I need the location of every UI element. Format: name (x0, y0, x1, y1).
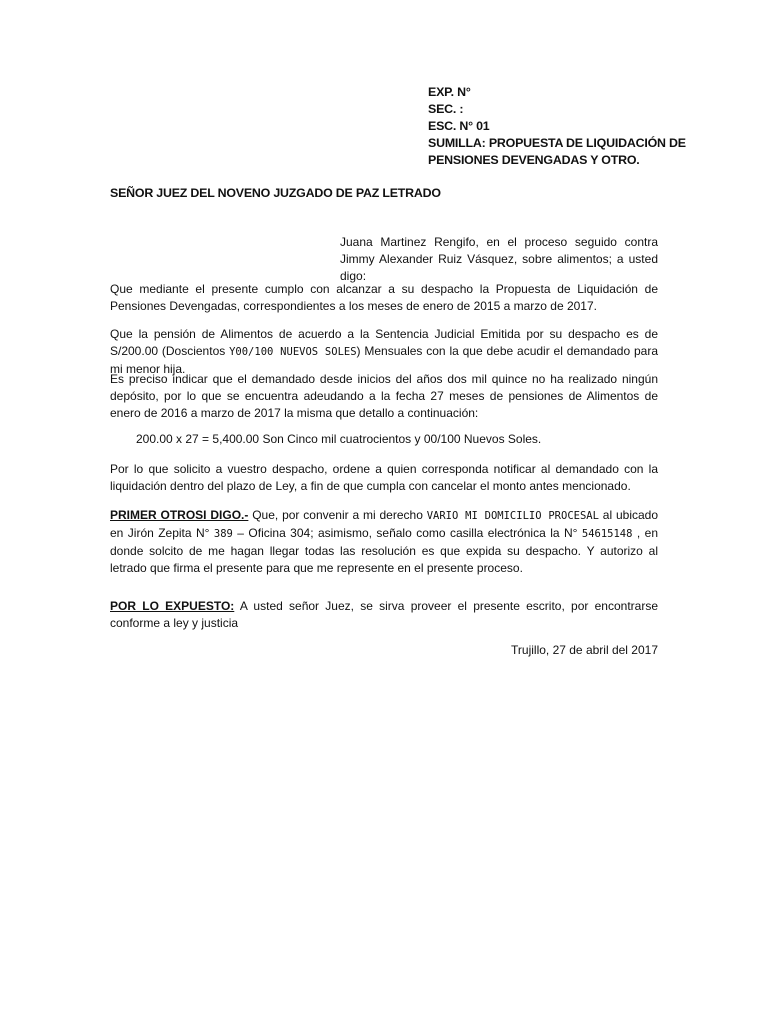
paragraph-3: Es preciso indicar que el demandado desde inicios del años dos mil quince no ha realizado ningún depósito, por lo que se encuentra adeudando a la fecha 27 meses de pensiones de Alimentos de enero de 2016 a marzo de 2017 la misma que detallo a continuación: (110, 372, 658, 420)
sumilla-line-1: SUMILLA: PROPUESTA DE LIQUIDACIÓN DE (428, 136, 686, 150)
primer-otrosi-paragraph (110, 507, 658, 577)
sec-line: SEC. : (428, 102, 464, 116)
street-number: 389 (213, 528, 233, 540)
primer-otrosi-text-a: Que, por convenir a mi derecho (248, 508, 427, 522)
por-lo-expuesto-paragraph (110, 598, 658, 632)
calculation-line: 200.00 x 27 = 5,400.00 Son Cinco mil cuatrocientos y 00/100 Nuevos Soles. (136, 432, 542, 446)
primer-otrosi-text-d: , en donde solcito de me hagan llegar todas las resolución es que expida su despacho. Y autorizo al letrado que firma el presente para que me represente en el presente proceso. (110, 526, 658, 575)
esc-number: ESC. N° 01 (428, 119, 490, 133)
place-date-line: Trujillo, 27 de abril del 2017 (511, 643, 658, 657)
primer-otrosi-text-c: – Oficina 304; asimismo, señalo como casilla electrónica la N° (232, 526, 582, 540)
primer-otrosi-heading: PRIMER OTROSI DIGO.- (110, 508, 249, 522)
exp-number: EXP. N° (428, 85, 471, 99)
party-intro: Juana Martinez Rengifo, en el proceso seguido contra Jimmy Alexander Ruiz Vásquez, sobre alimentos; a usted digo: (340, 235, 658, 283)
por-lo-expuesto-heading: POR LO EXPUESTO: (110, 599, 235, 613)
addressee: SEÑOR JUEZ DEL NOVENO JUZGADO DE PAZ LETRADO (110, 186, 441, 200)
por-lo-expuesto-text: A usted señor Juez, se sirva proveer el presente escrito, por encontrarse conforme a ley y justicia (110, 599, 658, 630)
sumilla-line-2: PENSIONES DEVENGADAS Y OTRO. (428, 153, 640, 167)
paragraph-1: Que mediante el presente cumplo con alcanzar a su despacho la Propuesta de Liquidación de Pensiones Devengadas, correspondientes a los meses de enero de 2015 a marzo de 2017. (110, 282, 658, 313)
paragraph-2-text-b: ) Mensuales con la que debe acudir el demandado para mi menor hija. (110, 344, 658, 376)
domicile-change: VARIO MI DOMICILIO PROCESAL (426, 510, 599, 522)
paragraph-4: Por lo que solicito a vuestro despacho, ordene a quien corresponda notificar al demandado con la liquidación dentro del plazo de Ley, a fin de que cumpla con cancelar el monto antes mencionado. (110, 462, 658, 493)
electronic-box-number: 54615148 (581, 528, 633, 540)
paragraph-2-amount-words: Y00/100 NUEVOS SOLES (229, 346, 357, 358)
primer-otrosi-text-b: al ubicado en Jirón Zepita N° (110, 508, 659, 540)
case-header (428, 84, 686, 169)
paragraph-2-text-a: Que la pensión de Alimentos de acuerdo a la Sentencia Judicial Emitida por su despacho es de S/200.00 (Doscientos (110, 327, 658, 358)
